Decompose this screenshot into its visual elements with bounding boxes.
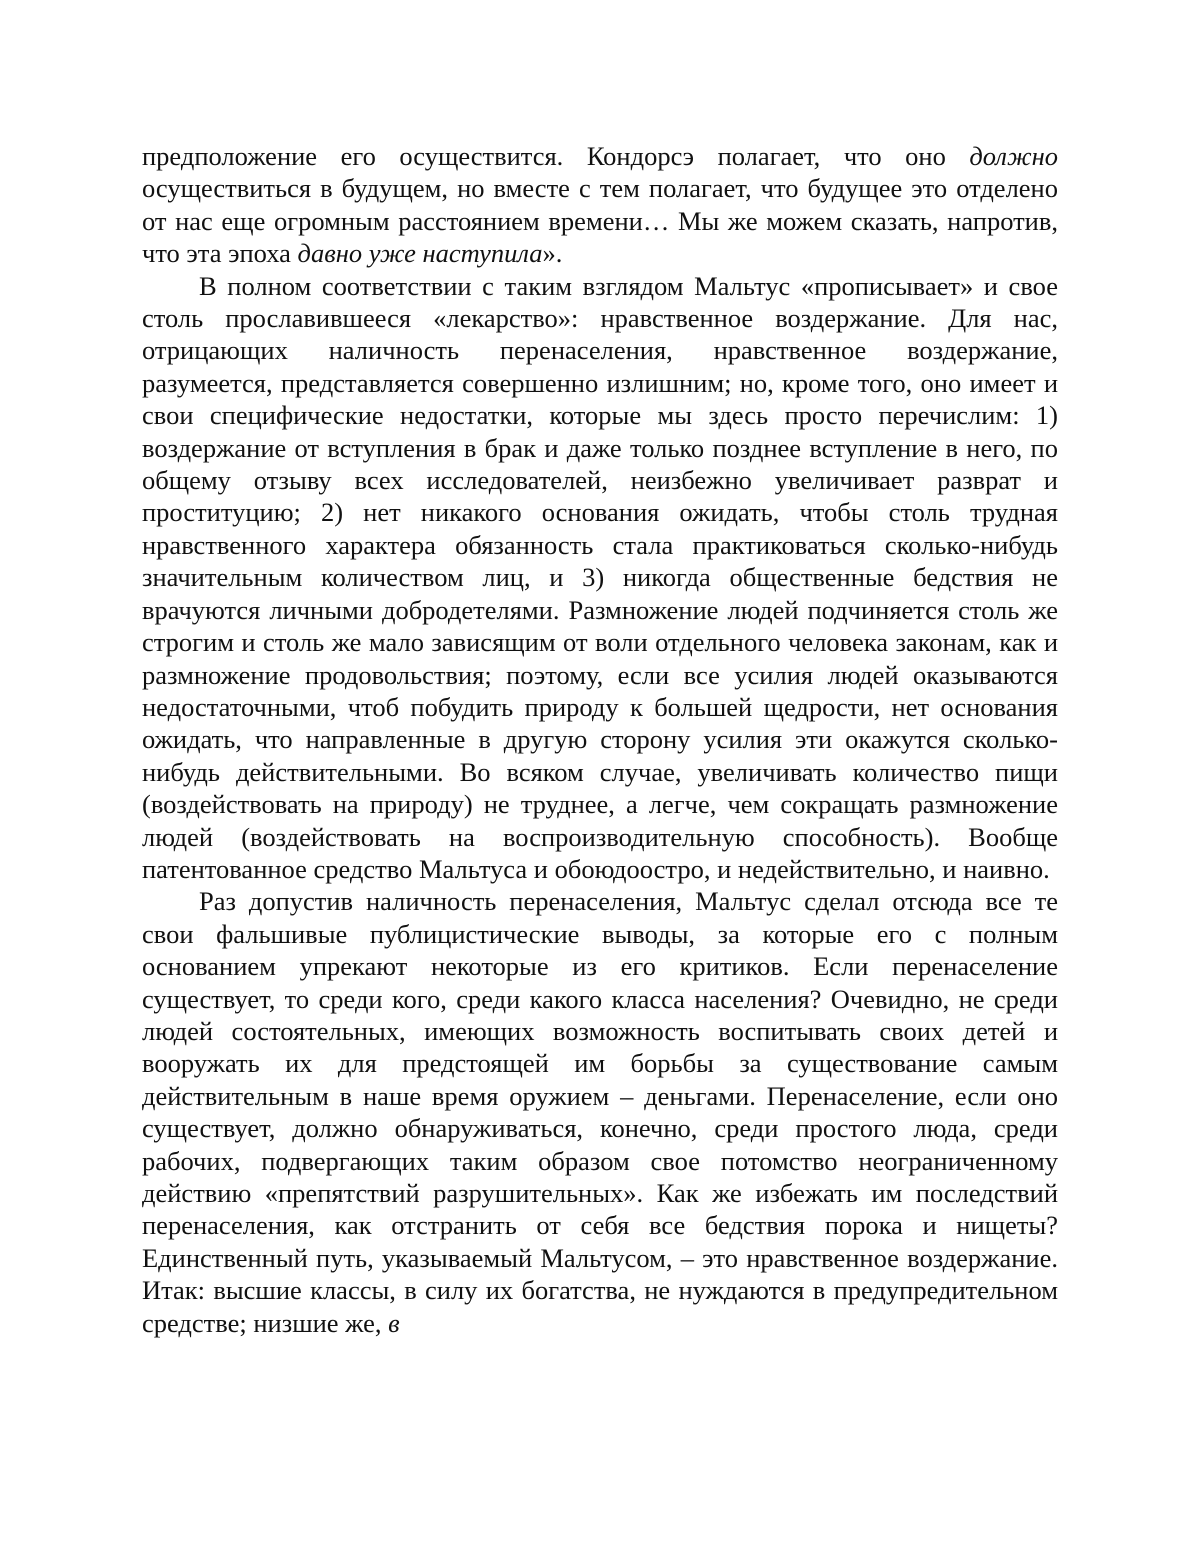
paragraph-3-text: Раз допустив наличность перенаселения, Мальтус сделал отсюда все те свои фальшивые публицистические выводы, за которые его с полным основанием упрекают некоторые из его критиков. Если перенаселение существует, то среди кого, среди какого класса населения? Очевидно, не среди людей состоятельных, имеющих возможность воспитывать своих детей и вооружать их для предстоящей им борьбы за существование самым действительным в наше время оружием – деньгами. Перенаселение, если оно существует, должно обнаруживаться, конечно, среди простого люда, среди рабочих, подвергающих таким образом свое потомство неограниченному действию «препятствий разрушительных». Как же избежать им последствий перенаселения, как отстранить от себя все бедствия порока и нищеты? Единственный путь, указываемый Мальтусом, – это нравственное воздержание. Итак: высшие классы, в силу их богатства, не нуждаются в предупредительном средстве; низшие же, — [142, 886, 1058, 1338]
paragraph-1-italic-a: должно — [969, 141, 1058, 171]
paragraph-2: В полном соответствии с таким взглядом Мальтус «прописывает» и свое столь прославившееся «лекарство»: нравственное воздержание. Для нас, отрицающих наличность перенаселения, нравственное воздержание, разумеется, представляется совершенно излишним; но, кроме того, оно имеет и свои специфические недостатки, которые мы здесь просто перечислим: 1) воздержание от вступления в брак и даже только позднее вступление в него, по общему отзыву всех исследователей, неизбежно увеличивает разврат и проституцию; 2) нет никакого основания ожидать, чтобы столь трудная нравственного характера обязанность стала практиковаться сколько-нибудь значительным количеством лиц, и 3) никогда общественные бедствия не врачуются личными добродетелями. Размножение людей подчиняется столь же строгим и столь же мало зависящим от воли отдельного человека законам, как и размножение продовольствия; поэтому, если все усилия людей оказываются недостаточными, чтоб побудить природу к большей щедрости, нет основания ожидать, что направленные в другую сторону усилия эти окажутся сколько-нибудь действительными. Во всяком случае, увеличивать количество пищи (воздействовать на природу) не труднее, а легче, чем сокращать размножение людей (воздействовать на воспроизводительную способность). Вообще патентованное средство Мальтуса и обоюдоостро, и недействительно, и наивно. — [142, 270, 1058, 884]
paragraph-1 — [142, 140, 1058, 270]
document-page — [142, 140, 1058, 1339]
paragraph-3-italic: в — [388, 1307, 400, 1338]
paragraph-1-text-b: осуществиться в будущем, но вместе с тем полагает, что будущее это отделено от нас еще огромным расстоянием времени… Мы же можем сказать, напротив, что эта эпоха — [142, 173, 1058, 269]
paragraph-1-italic-b: давно уже наступила — [297, 238, 543, 269]
paragraph-3 — [142, 885, 1058, 1339]
paragraph-1-text-c: ». — [542, 238, 563, 269]
paragraph-1-text-a: предположение его осуществится. Кондорсэ полагает, что оно — [142, 141, 970, 171]
